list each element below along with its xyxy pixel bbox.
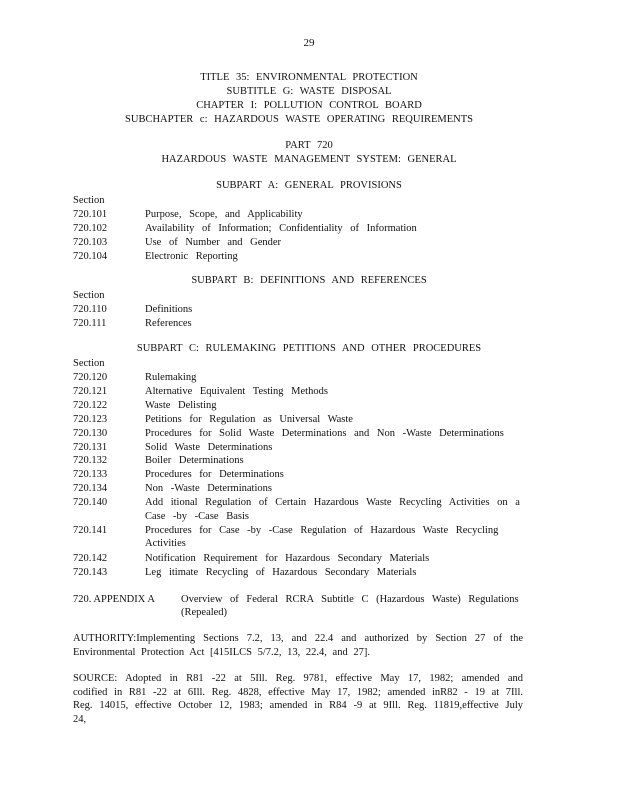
chapter-heading: CHAPTER I: POLLUTION CONTROL BOARD [196, 100, 422, 111]
section-title: Electronic Reporting [145, 251, 238, 262]
authority-paragraph: AUTHORITY:Implementing Sections 7.2, 13, and 22.4 and authorized by Section 27 of the Environmental Protection Act [415ILCS 5/7.2, 13, 22.4, and 27]. [73, 633, 523, 658]
section-number: 720.142 [73, 552, 108, 564]
subtitle-heading: SUBTITLE G: WASTE DISPOSAL [226, 86, 392, 97]
section-number: 720.101 [73, 209, 108, 220]
part-number: PART 720 [285, 140, 333, 151]
section-title: Waste Delisting [145, 399, 217, 411]
section-number: 720.122 [73, 399, 108, 411]
section-title: Availability of Information; Confidentiality of Information [145, 223, 417, 234]
section-number: 720.120 [73, 372, 108, 383]
section-number: 720.140 [73, 497, 108, 509]
section-number: 720.123 [73, 413, 108, 425]
section-title: Procedures for Determinations [145, 469, 284, 481]
section-number: 720.131 [73, 441, 108, 453]
source-paragraph: SOURCE: Adopted in R81 -22 at 5Ill. Reg. 9781, effective May 17, 1982; amended and codified in R81 -22 at 6Ill. Reg. 4828, effective May 17, 1982; amended inR82 - 19 at 7Ill. Reg. 14015, effective October 12, 1983; amended in R84 -9 at 9Ill. Reg. 11819,effective July 24, [73, 673, 523, 725]
appendix-number: 720. APPENDIX A [73, 594, 155, 605]
section-number: 720.134 [73, 483, 108, 495]
section-number: 720.103 [73, 237, 108, 248]
section-number: 720.121 [73, 385, 108, 397]
part-title: HAZARDOUS WASTE MANAGEMENT SYSTEM: GENERAL [161, 154, 457, 165]
subpart-b-heading: SUBPART B: DEFINITIONS AND REFERENCES [191, 275, 427, 286]
section-number: 720.130 [73, 427, 108, 439]
section-title: Alternative Equivalent Testing Methods [145, 385, 328, 397]
section-title: Purpose, Scope, and Applicability [145, 209, 303, 220]
subchapter-heading: SUBCHAPTER c: HAZARDOUS WASTE OPERATING REQUIREMENTS [125, 114, 473, 125]
section-title: Procedures for Case -by -Case Regulation of Hazardous Waste Recycling Activities [145, 524, 499, 550]
section-title: Non -Waste Determinations [145, 483, 272, 495]
section-number: 720.104 [73, 251, 108, 262]
section-number: 720.132 [73, 455, 108, 467]
section-number: 720.133 [73, 469, 108, 481]
section-number: 720.111 [73, 318, 107, 329]
section-label: Section [73, 195, 105, 206]
section-title: Use of Number and Gender [145, 237, 282, 248]
section-title: References [145, 318, 192, 329]
section-number: 720.102 [73, 223, 108, 234]
section-label: Section [73, 358, 105, 369]
section-title: Notification Requirement for Hazardous Secondary Materials [145, 552, 430, 564]
section-label: Section [73, 290, 105, 301]
appendix-title: Overview of Federal RCRA Subtitle C (Hazardous Waste) Regulations (Repealed) [181, 594, 519, 618]
subpart-c-heading: SUBPART C: RULEMAKING PETITIONS AND OTHER PROCEDURES [136, 343, 482, 354]
section-number: 720.141 [73, 524, 108, 536]
section-title: Procedures for Solid Waste Determinations and Non -Waste Determinations [145, 427, 504, 439]
section-title: Definitions [145, 304, 193, 315]
section-number: 720.110 [73, 304, 107, 315]
section-title: Solid Waste Determinations [145, 441, 273, 453]
section-title: Add itional Regulation of Certain Hazardous Waste Recycling Activities on a Case -by -Case Basis [145, 497, 520, 522]
section-title: Leg itimate Recycling of Hazardous Secondary Materials [145, 566, 417, 578]
section-title: Boiler Determinations [145, 455, 244, 467]
title-heading: TITLE 35: ENVIRONMENTAL PROTECTION [200, 72, 418, 83]
subpart-a-heading: SUBPART A: GENERAL PROVISIONS [216, 180, 402, 191]
page-number: 29 [303, 37, 315, 49]
section-title: Petitions for Regulation as Universal Waste [145, 413, 353, 425]
section-number: 720.143 [73, 566, 108, 578]
section-title: Rulemaking [145, 372, 197, 383]
